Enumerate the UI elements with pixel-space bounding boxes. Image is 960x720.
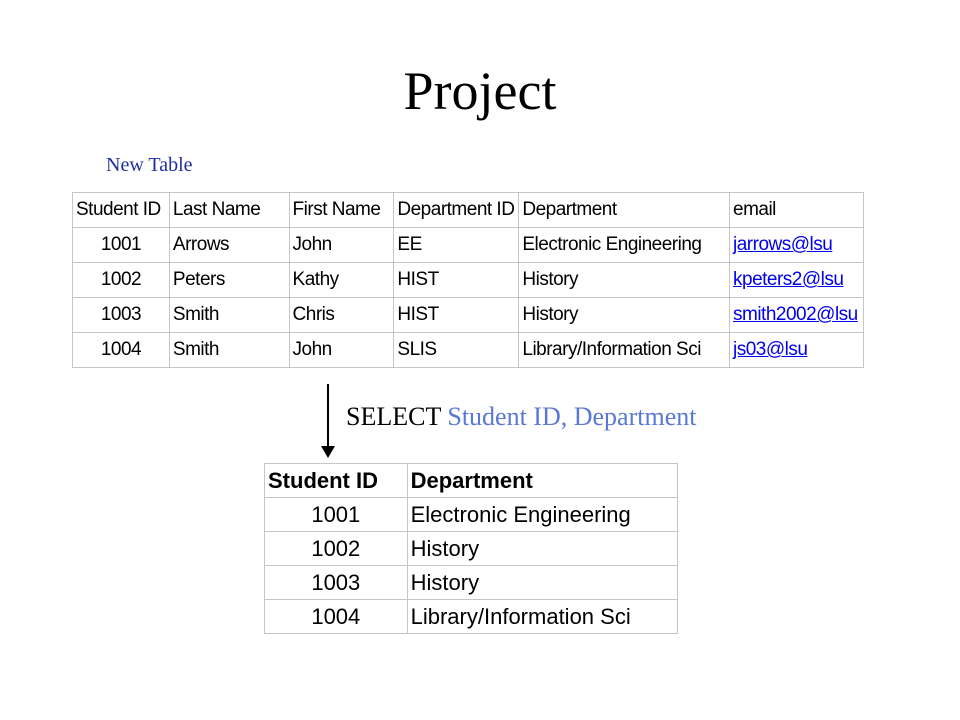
table-cell: 1003 — [265, 566, 408, 600]
table-cell: 1002 — [265, 532, 408, 566]
select-columns: Student ID, Department — [447, 402, 697, 431]
table-cell: Library/Information Sci — [407, 600, 677, 634]
table-cell: History — [407, 566, 677, 600]
table-cell: 1003 — [73, 298, 170, 333]
table-cell — [730, 333, 864, 368]
table-header-row — [73, 193, 864, 228]
table-cell: History — [519, 263, 730, 298]
table-cell: Electronic Engineering — [407, 498, 677, 532]
select-statement — [346, 402, 696, 432]
column-header: email — [730, 193, 864, 228]
result-table — [264, 463, 678, 634]
table-cell — [730, 263, 864, 298]
table-row — [73, 228, 864, 263]
table-cell: Smith — [169, 333, 289, 368]
table-cell: HIST — [394, 263, 519, 298]
table-cell — [730, 228, 864, 263]
table-cell: 1002 — [73, 263, 170, 298]
email-link[interactable]: smith2002@lsu — [733, 304, 858, 325]
table-cell: 1001 — [73, 228, 170, 263]
table-cell: HIST — [394, 298, 519, 333]
column-header: Student ID — [73, 193, 170, 228]
table-cell: Library/Information Sci — [519, 333, 730, 368]
table-cell: 1001 — [265, 498, 408, 532]
table-cell: Arrows — [169, 228, 289, 263]
column-header: Department — [519, 193, 730, 228]
table-cell: John — [289, 228, 394, 263]
email-link[interactable]: jarrows@lsu — [733, 234, 833, 255]
table-row — [73, 298, 864, 333]
column-header: Department — [407, 464, 677, 498]
table-cell: History — [519, 298, 730, 333]
table-row — [265, 532, 678, 566]
table-row — [265, 566, 678, 600]
table-cell: 1004 — [73, 333, 170, 368]
table-cell: History — [407, 532, 677, 566]
down-arrow-icon — [327, 384, 329, 448]
column-header: Last Name — [169, 193, 289, 228]
column-header: Department ID — [394, 193, 519, 228]
table-cell — [730, 298, 864, 333]
page-title: Project — [403, 61, 557, 121]
column-header: First Name — [289, 193, 394, 228]
table-caption: New Table — [106, 154, 193, 176]
arrow-head-icon — [321, 446, 335, 458]
column-header: Student ID — [265, 464, 408, 498]
table-cell: EE — [394, 228, 519, 263]
table-row — [265, 600, 678, 634]
table-header-row — [265, 464, 678, 498]
select-keyword: SELECT — [346, 402, 441, 431]
table-row — [73, 333, 864, 368]
email-link[interactable]: kpeters2@lsu — [733, 269, 844, 290]
table-row — [73, 263, 864, 298]
table-cell: Smith — [169, 298, 289, 333]
table-cell: Peters — [169, 263, 289, 298]
source-table — [72, 192, 864, 368]
table-cell: SLIS — [394, 333, 519, 368]
email-link[interactable]: js03@lsu — [733, 339, 808, 360]
table-cell: 1004 — [265, 600, 408, 634]
table-row — [265, 498, 678, 532]
table-cell: Electronic Engineering — [519, 228, 730, 263]
table-cell: Chris — [289, 298, 394, 333]
table-cell: Kathy — [289, 263, 394, 298]
table-cell: John — [289, 333, 394, 368]
